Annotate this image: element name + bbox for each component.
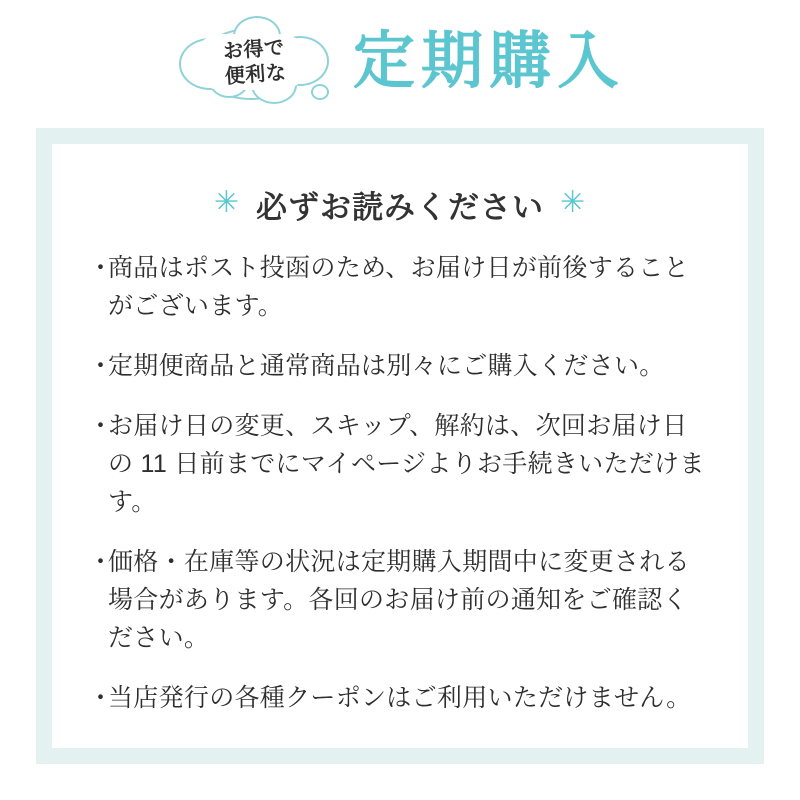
list-item-text: 定期便商品と通常商品は別々にご購入ください。	[108, 352, 665, 380]
list-item	[88, 543, 712, 657]
badge-line-1: お得で	[222, 36, 286, 64]
list-item	[88, 679, 712, 717]
badge-line-2: 便利な	[224, 61, 288, 89]
list-item-text: 価格・在庫等の状況は定期購入期間中に変更される場合があります。各回のお届け前の通知をご確認ください。	[108, 548, 690, 652]
bullet-icon: ・	[88, 254, 114, 282]
asterisk-right-icon: ✳	[560, 185, 587, 219]
bullet-icon: ・	[88, 352, 114, 380]
badge-tail-icon	[311, 84, 329, 100]
list-item	[88, 407, 712, 521]
list-item-text: 商品はポスト投函のため、お届け日が前後することがございます。	[108, 254, 689, 320]
notice-heading-label: 必ずお読みください	[256, 190, 544, 225]
bullet-icon: ・	[88, 684, 114, 712]
bullet-icon: ・	[88, 412, 114, 440]
page-header	[0, 0, 800, 118]
notice-panel-inner	[52, 144, 748, 748]
list-item	[88, 347, 712, 385]
notice-panel	[36, 128, 764, 764]
page-title: 定期購入	[352, 27, 625, 96]
promo-badge	[175, 16, 335, 108]
list-item	[88, 249, 712, 325]
notice-heading	[82, 182, 718, 227]
notice-list	[82, 249, 718, 717]
list-item-text: 当店発行の各種クーポンはご利用いただけません。	[108, 684, 692, 712]
list-item-text: お届け日の変更、スキップ、解約は、次回お届け日の 11 日前までにマイページよりお手続きいただけます。	[108, 412, 705, 516]
bullet-icon: ・	[88, 548, 114, 576]
asterisk-left-icon: ✳	[213, 185, 240, 219]
badge-text	[223, 36, 288, 90]
